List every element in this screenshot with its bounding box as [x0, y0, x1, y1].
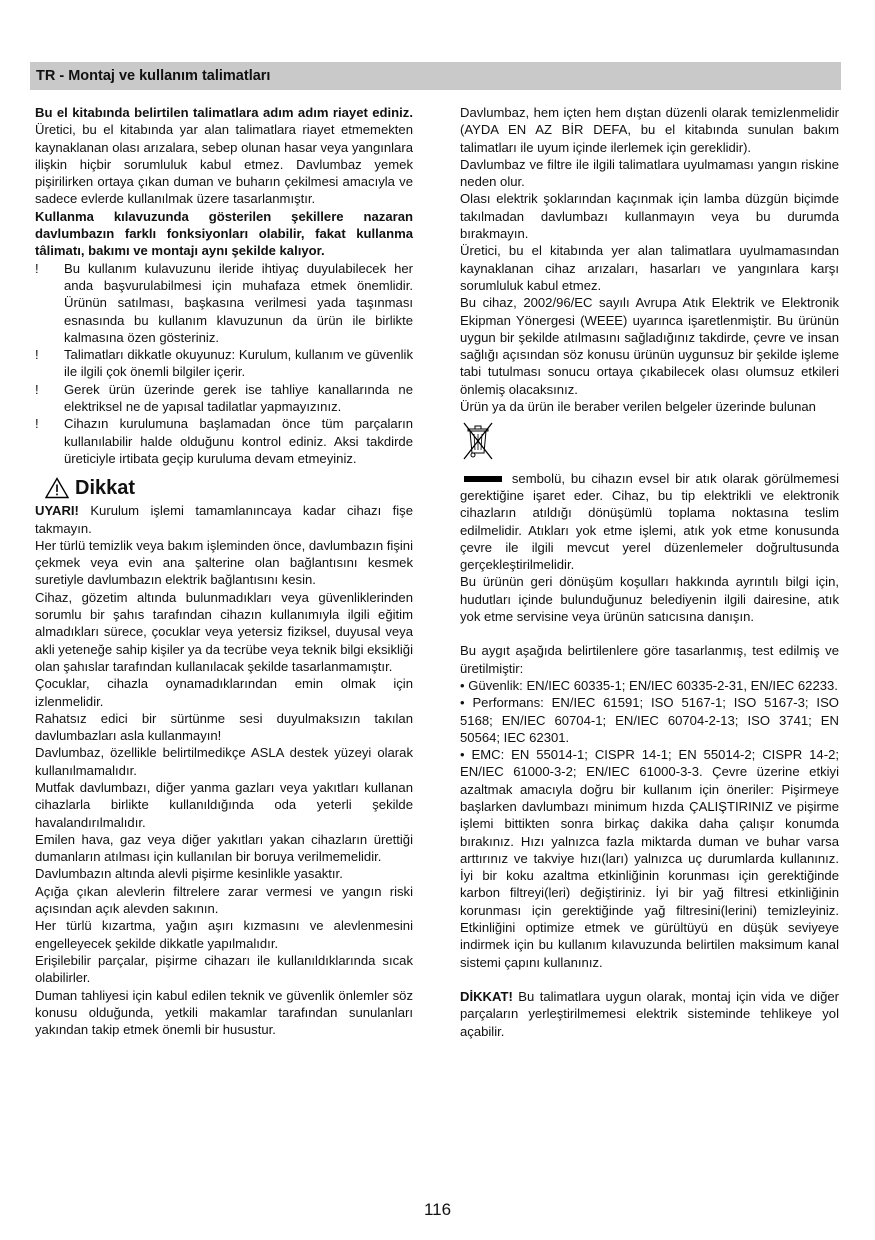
paragraph: Her türlü temizlik veya bakım işleminden önce, davlumbazın fişini çekmek veya evin ana şalterine olan bağlantısını kesmek suretiyle davlumbazın elektrik bağlantısını kesin.: [35, 537, 413, 588]
paragraph: Davlumbaz, özellikle belirtilmedikçe ASLA destek yüzeyi olarak kullanılmamalıdır.: [35, 745, 413, 778]
crossed-bin-icon: [462, 421, 494, 461]
warning-triangle-icon: [45, 477, 69, 499]
paragraph: Cihaz, gözetim altında bulunmadıkları veya güvenliklerinden sorumlu bir şahıs tarafından cihazın kullanımıyla ilgili eğitim almadıkları sürece, çocuklar veya yetersiz fiziksel, duyusal veya akli yeteneğe sahip kişiler ya da tecrübe veya teknik bilgi eksikliği olan şahıslar tarafından kullanılacak şekilde tasarlanmamıştır.: [35, 589, 413, 674]
bullet-text: Talimatları dikkatle okuyunuz: Kurulum, kullanım ve güvenlik ile ilgili çok önemli bilgiler içerir.: [64, 347, 413, 380]
standard-item: • EMC: EN 55014-1; CISPR 14-1; EN 55014-2; CISPR 14-2; EN/IEC 61000-3-2; EN/IEC 61000-3-3. Çevre üzerine etkiyi azaltmak amacıyla doğru bir kullanım için öneriler: Pişirmeye başlarken davlumbazı minimum hızda ÇALIŞTIRINIZ ve pişirme işlemi bittikten sonra birkaç dakika daha çalışır konumda bırakınız. Hızı yalnızca fazla miktarda duman ve buhar varsa arttırınız ve takviye hızı(ları) yalnızca uç durumlarda kullanınız. İyi bir koku azaltma etkinliğinin korunması için gerektiğinde karbon filtreyi(leri) değiştiriniz. İyi bir yağ filtresi etkinliğinin korunması için gerektiğinde yağ filtresini(lerini) temizleyiniz. Etkinliğini optimize etmek ve gürültüyü en düşük seviyeye indirmek için bu kullanım kılavuzunda belirtilen maksimum kanal sistemi çapını kullanınız.: [460, 747, 839, 970]
paragraph: Davlumbazın altında alevli pişirme kesinlikle yasaktır.: [35, 866, 343, 882]
section-header: [30, 62, 841, 90]
symbol-text: sembolü, bu cihazın evsel bir atık olarak görülmemesi gerektiğine işaret eder. Cihaz, bu tip elektrikli ve elektronik cihazların atıldığı dönüşümlü toplama noktasına teslim edilmelidir. Atıkları yok etme işlemi, atık yok etme konusunda çevre ile ilgili mevcut yerel düzenlemeler doğrultusunda gerçekleştirilmelidir.: [460, 470, 839, 573]
paragraph: Duman tahliyesi için kabul edilen teknik ve güvenlik önlemler söz konusu olduğunda, yetkili makamlar tarafından sunulanları yakından takip etmek önemli bir husustur.: [35, 987, 413, 1038]
paragraph: Rahatsız edici bir sürtünme sesi duyulmaksızın takılan davlumbazları asla kullanmayın!: [35, 710, 413, 744]
paragraph: Davlumbaz, hem içten hem dıştan düzenli olarak temizlenmelidir (AYDA EN AZ BİR DEFA, bu el kitabında sunulan bakım talimatları ile uyum içinde ilerlemek için gereklidir).: [460, 105, 839, 155]
list-item: [35, 415, 413, 467]
paragraph: Bu cihaz, 2002/96/EC sayılı Avrupa Atık Elektrik ve Elektronik Ekipman Yönergesi (WEEE) uyarınca işaretlenmiştir. Bu ürünün uygun bir şekilde atılmasını sağladığınız takdirde, çevre ve insan sağlığı açısından söz konusu ürünün uygunsuz bir şekilde işleme tabi tutulması sonucu ortaya çıkabilecek olası olumsuz etkileri önlemiş olacaksınız.: [460, 295, 839, 397]
dikkat-paragraph: [460, 988, 839, 1040]
exclamation-mark: !: [35, 381, 39, 397]
paragraph: Olası elektrik şoklarından kaçınmak için lamba düzgün biçimde takılmadan davlumbazı kullanmayın veya bu durumda bırakmayın.: [460, 191, 839, 242]
bullet-text: Gerek ürün üzerinde gerek ise tahliye kanallarında ne elektriksel ne de yapısal tadilatlar yapmayızınız.: [64, 381, 413, 415]
paragraph: Çocuklar, cihazla oynamadıklarından emin olmak için izlenmelidir.: [35, 676, 413, 709]
dikkat-text: Bu talimatlara uygun olarak, montaj için vida ve diğer parçaların yerleştirilmemesi elektrik sisteminde tehlikeye yol açabilir.: [460, 988, 839, 1039]
symbol-paragraph: [460, 470, 839, 574]
exclamation-mark: !: [35, 416, 39, 432]
page-number: 116: [423, 1200, 452, 1219]
warning-title: Dikkat: [75, 477, 136, 500]
intro-rest: Üretici, bu el kitabında yar alan talimatlara riayet etmemekten kaynaklanan olası arızalara, sebep olunan hasar veya yangınlara ilişkin hiçbir sorumluluk kabul etmez. Davlumbaz yemek pişirilirken ortaya çıkan duman ve buharın çekilmesi amacıyla ve sadece evlerde kullanılmak üzere tasarlanmıştır.: [35, 122, 413, 207]
list-item: [35, 260, 413, 346]
uyari-text: Kurulum işlemi tamamlanıncaya kadar cihazı fişe takmayın.: [35, 503, 413, 536]
list-item: [35, 346, 413, 381]
paragraph: Bu ürünün geri dönüşüm koşulları hakkında ayrıntılı bilgi için, hudutları içinde bulunduğunuz belediyenin ilgili dairesine, atık yok etme servisine veya ürünün satıcısına danışın.: [460, 574, 839, 625]
standard-item: • Güvenlik: EN/IEC 60335-1; EN/IEC 60335-2-31, EN/IEC 62233.: [460, 677, 838, 693]
paragraph: Erişilebilir parçalar, pişirme cihazarı ile kullanıldıklarında sıcak olabilirler.: [35, 952, 413, 986]
list-item: [35, 381, 413, 416]
standard-item: • Performans: EN/IEC 61591; ISO 5167-1; ISO 5167-3; ISO 5168; EN/IEC 60704-1; EN/IEC 60704-2-13; ISO 3741; EN 50564; IEC 62301.: [460, 695, 839, 745]
paragraph: Ürün ya da ürün ile beraber verilen belgeler üzerinde bulunan: [460, 399, 816, 415]
dikkat-label: DİKKAT!: [460, 988, 513, 1004]
paragraph: Üretici, bu el kitabında yer alan talimatlara uyulmamasından kaynaklanan cihaz arızaları, hasarları ve yangınlara karşı sorumluluk kabul etmez.: [460, 243, 839, 293]
intro-bold: Bu el kitabında belirtilen talimatlara adım adım riayet ediniz.: [35, 105, 413, 120]
paragraph: Her türlü kızartma, yağın aşırı kızmasını ve alevlenmesini engelleyecek şekilde dikkatle yapılmalıdır.: [35, 918, 413, 951]
exclamation-mark: !: [35, 260, 39, 276]
warning-heading: [35, 476, 413, 500]
black-bar-icon: [464, 476, 502, 482]
intro-paragraph: [35, 104, 413, 208]
bold-note: Kullanma kılavuzunda gösterilen şekillere nazaran davlumbazın farklı fonksiyonları olabilir, fakat kullanma tâlimatı, bakımı ve montajı aynı şekilde kalıyor.: [35, 208, 413, 259]
paragraph: Emilen hava, gaz veya diğer yakıtları yakan cihazların ürettiği dumanların atılması için kullanılan bir boruya verilmemelidir.: [35, 831, 413, 865]
uyari-paragraph: [35, 502, 413, 537]
left-column: [35, 104, 413, 1038]
bullet-text: Cihazın kurulumuna başlamadan önce tüm parçaların kullanılabilir halde olduğunu kontrol ediniz. Aksi takdirde üreticiyle irtibata geçip kuruluma devam etmeyiniz.: [64, 416, 413, 466]
uyari-label: UYARI!: [35, 503, 79, 519]
paragraph: Davlumbaz ve filtre ile ilgili talimatlara uyulmaması yangın riskine neden olur.: [460, 156, 839, 190]
right-column: [460, 104, 839, 1040]
paragraph: Açığa çıkan alevlerin filtrelere zarar vermesi ve yangın riski açısından açık alevden sakının.: [35, 883, 413, 917]
exclamation-mark: !: [35, 347, 39, 363]
section-title: TR - Montaj ve kullanım talimatları: [36, 68, 271, 84]
paragraph: Mutfak davlumbazı, diğer yanma gazları veya yakıtları kullanan cihazlarla birlikte kullanıldığında oda yeterli şekilde havalandırılmalıdır.: [35, 779, 413, 830]
paragraph: Bu aygıt aşağıda belirtilenlere göre tasarlanmış, test edilmiş ve üretilmiştir:: [460, 643, 839, 676]
warning-bullets: [35, 260, 413, 468]
bullet-text: Bu kullanım kulavuzunu ileride ihtiyaç duyulabilecek her anda başvurulabilmesi için muhafaza etmek önemlidir. Ürünün satılması, başkasına verilmesi yada taşınması esnasında bu kullanım klavuzunun da ürün ile birlikte kalmasına özen gösteriniz.: [64, 260, 413, 345]
